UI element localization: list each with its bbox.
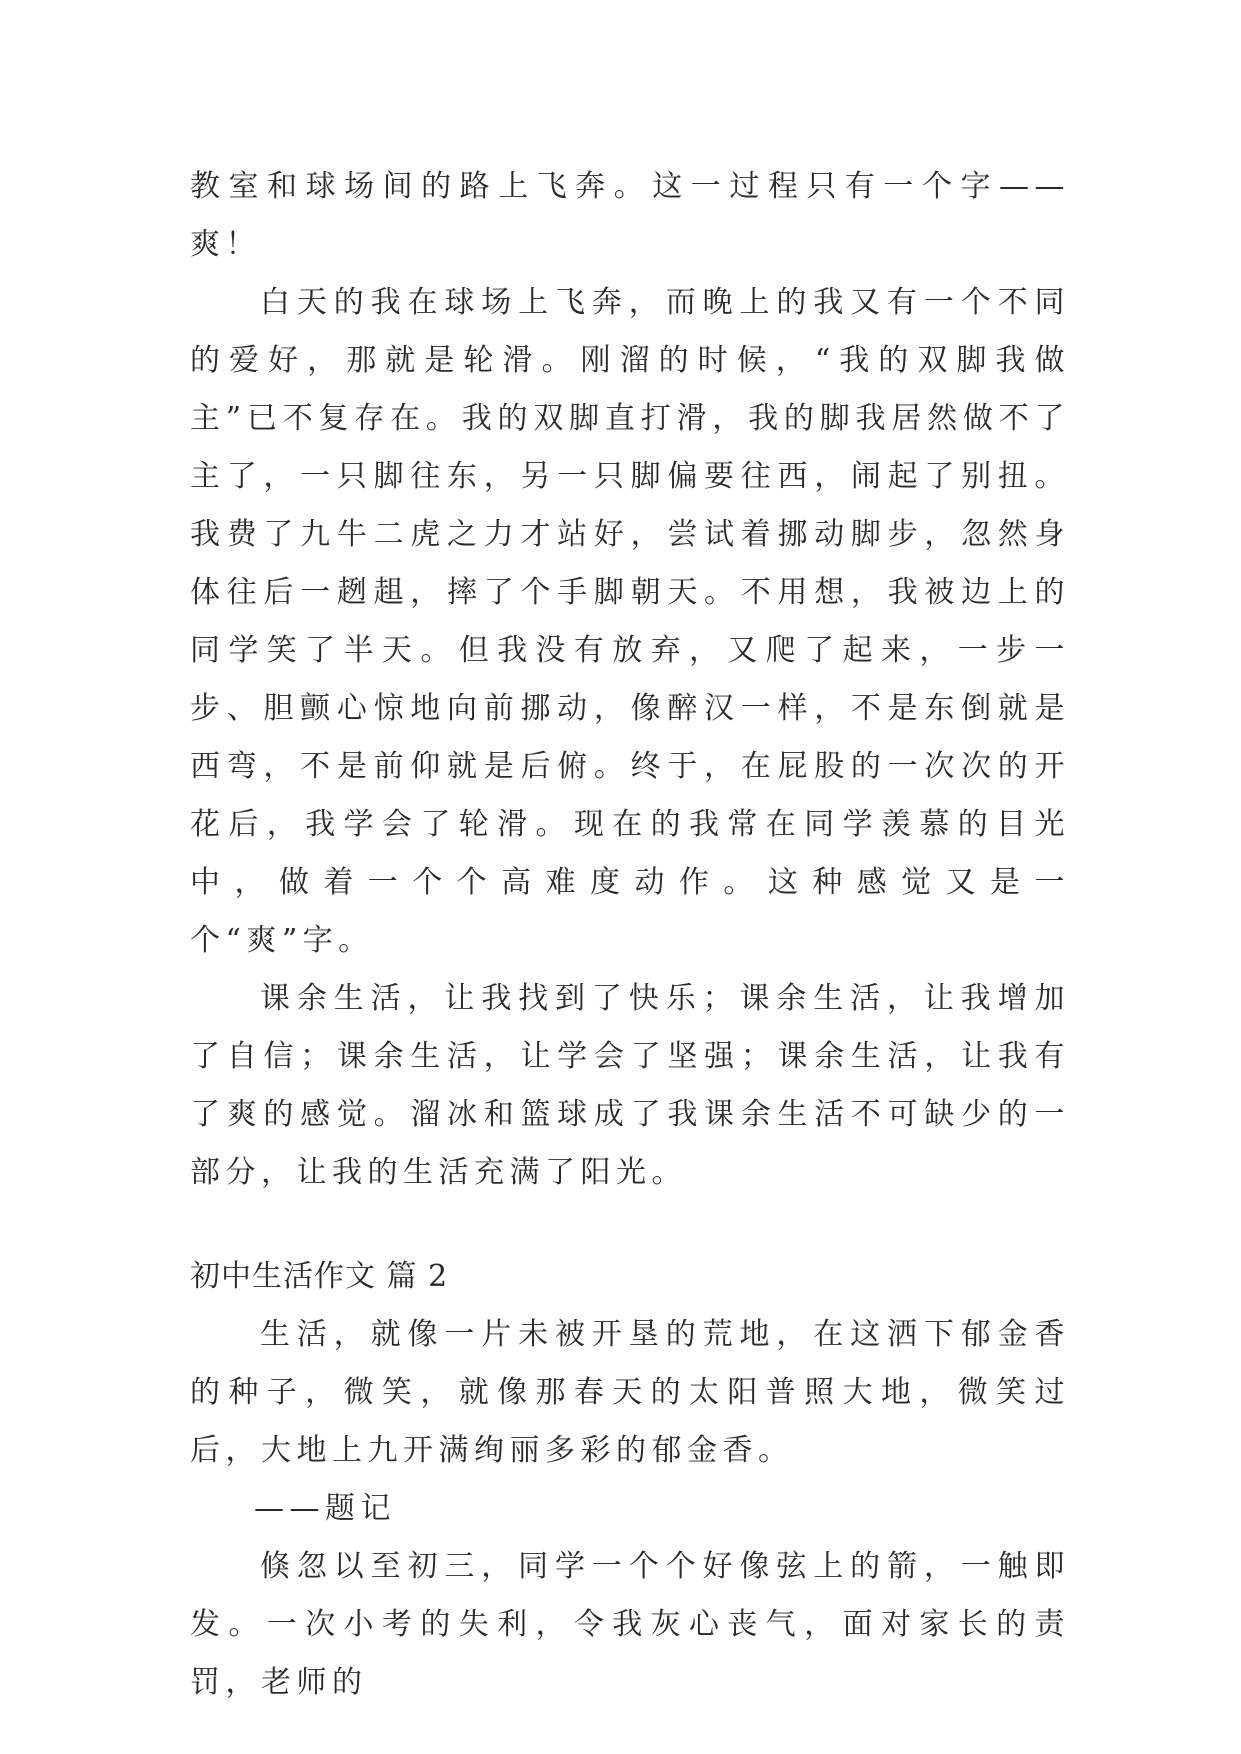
document-body	[190, 158, 1070, 1712]
paragraph-4: 生活，就像一片未被开垦的荒地，在这洒下郁金香的种子，微笑，就像那春天的太阳普照大地，微笑过后，大地上九开满绚丽多彩的郁金香。	[190, 1317, 1070, 1468]
paragraph-5: 倏忽以至初三，同学一个个好像弦上的箭，一触即发。一次小考的失利，令我灰心丧气，面对家长的责罚，老师的	[190, 1549, 1070, 1700]
paragraph-2: 白天的我在球场上飞奔，而晚上的我又有一个不同的爱好，那就是轮滑。刚溜的时候，“我的双脚我做主”已不复存在。我的双脚直打滑，我的脚我居然做不了主了，一只脚往东，另一只脚偏要往西，闹起了别扭。我费了九牛二虎之力才站好，尝试着挪动脚步，忽然身体往后一趔趄，摔了个手脚朝天。不用想，我被边上的同学笑了半天。但我没有放弃，又爬了起来，一步一步、胆颤心惊地向前挪动，像醉汉一样，不是东倒就是西弯，不是前仰就是后俯。终于，在屁股的一次次的开花后，我学会了轮滑。现在的我常在同学羡慕的目光中，做着一个个高难度动作。这种感觉又是一个“爽”字。	[190, 285, 1070, 958]
section-gap	[190, 1202, 1070, 1248]
paragraph-3: 课余生活，让我找到了快乐；课余生活，让我增加了自信；课余生活，让学会了坚强；课余生活，让我有了爽的感觉。溜冰和篮球成了我课余生活不可缺少的一部分，让我的生活充满了阳光。	[190, 981, 1070, 1190]
paragraph-1: 教室和球场间的路上飞奔。这一过程只有一个字——爽！	[190, 169, 1070, 262]
epigraph-signature: ——题记	[254, 1491, 396, 1526]
section-heading: 初中生活作文 篇 2	[190, 1259, 449, 1294]
